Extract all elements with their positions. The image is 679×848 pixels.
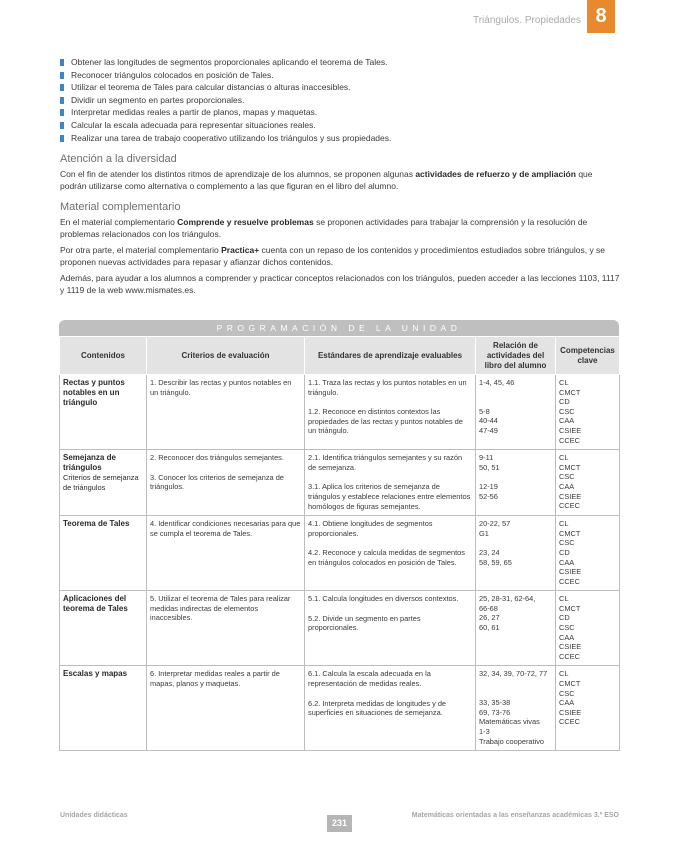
material-paragraph-3: Además, para ayudar a los alumnos a comprender y practicar conceptos relacionados con los triángulos, pueden acceder a las lecciones 1103, 1117 y 1119 de la web www.mismates.es. (60, 273, 620, 295)
header-standards: Estándares de aprendizaje evaluables (305, 337, 476, 375)
objectives-list (60, 56, 620, 144)
chapter-number-badge: 8 (587, 0, 615, 33)
objective-item: Utilizar el teorema de Tales para calcular distancias o alturas inaccesibles. (60, 81, 620, 94)
bullet-icon (60, 84, 64, 91)
header-activities: Relación de actividades del libro del alumno (476, 337, 556, 375)
footer-left: Unidades didácticas (60, 812, 128, 819)
cell-criteria: 6. Interpretar medidas reales a partir de mapas, planos y maquetas. (147, 666, 305, 751)
cell-criteria: 2. Reconocer dos triángulos semejantes. 3. Conocer los criterios de semejanza de triángulos. (147, 450, 305, 516)
cell-activities: 1-4, 45, 46 5-8 40-44 47-49 (476, 375, 556, 450)
footer-right: Matemáticas orientadas a las enseñanzas académicas 3.º ESO (411, 812, 619, 819)
table-header-row (60, 337, 620, 375)
cell-competences: CL CMCT CSC CD CAA CSIEE CCEC (556, 516, 620, 591)
cell-standards: 5.1. Calcula longitudes en diversos contextos. 5.2. Divide un segmento en partes proporcionales. (305, 591, 476, 666)
cell-activities: 20-22, 57 G1 23, 24 58, 59, 65 (476, 516, 556, 591)
table-title: PROGRAMACIÓN DE LA UNIDAD (59, 320, 619, 336)
cell-standards: 2.1. Identifica triángulos semejantes y su razón de semejanza. 3.1. Aplica los criterios de semejanza de triángulos y establece relaciones entre elementos homólogos de figuras semejantes. (305, 450, 476, 516)
diversity-heading: Atención a la diversidad (60, 153, 177, 166)
objective-item: Interpretar medidas reales a partir de planos, mapas y maquetas. (60, 106, 620, 119)
cell-content: Aplicaciones del teorema de Tales (60, 591, 147, 666)
cell-activities: 25, 28-31, 62-64, 66-68 26, 27 60, 61 (476, 591, 556, 666)
table-row (60, 516, 620, 591)
table-row (60, 450, 620, 516)
bullet-icon (60, 109, 64, 116)
header-criteria: Criterios de evaluación (147, 337, 305, 375)
bullet-icon (60, 72, 64, 79)
cell-standards: 6.1. Calcula la escala adecuada en la representación de medidas reales. 6.2. Interpreta medidas de longitudes y de superficies en situaciones de semejanza. (305, 666, 476, 751)
programming-table (59, 336, 620, 751)
cell-criteria: 5. Utilizar el teorema de Tales para realizar medidas indirectas de elementos inaccesibles. (147, 591, 305, 666)
cell-content: Semejanza de triángulos Criterios de semejanza de triángulos (60, 450, 147, 516)
cell-content: Rectas y puntos notables en un triángulo (60, 375, 147, 450)
unit-programming-table (59, 320, 619, 751)
diversity-paragraph: Con el fin de atender los distintos ritmos de aprendizaje de los alumnos, se proponen algunas actividades de refuerzo y de ampliación que podrán utilizarse como alternativa o complemento a las que figuran en el libro del alumno. (60, 169, 593, 191)
table-row (60, 666, 620, 751)
table-body (60, 375, 620, 751)
cell-activities: 9-11 50, 51 12-19 52-56 (476, 450, 556, 516)
bullet-icon (60, 135, 64, 142)
objective-item: Realizar una tarea de trabajo cooperativo utilizando los triángulos y sus propiedades. (60, 132, 620, 145)
header-title: Triángulos. Propiedades (472, 15, 581, 26)
table-row (60, 591, 620, 666)
cell-content: Teorema de Tales (60, 516, 147, 591)
header-competences: Competencias clave (556, 337, 620, 375)
objective-item: Dividir un segmento en partes proporcionales. (60, 94, 620, 107)
table-row (60, 375, 620, 450)
page-header (0, 0, 679, 36)
cell-standards: 1.1. Traza las rectas y los puntos notables en un triángulo. 1.2. Reconoce en distintos contextos las propiedades de las rectas y puntos notables de un triángulo. (305, 375, 476, 450)
page-number: 231 (327, 815, 352, 832)
bullet-icon (60, 97, 64, 104)
cell-standards: 4.1. Obtiene longitudes de segmentos proporcionales. 4.2. Reconoce y calcula medidas de segmentos en triángulos colocados en posición de Tales. (305, 516, 476, 591)
cell-content: Escalas y mapas (60, 666, 147, 751)
objective-item: Calcular la escala adecuada para representar situaciones reales. (60, 119, 620, 132)
cell-competences: CL CMCT CSC CAA CSIEE CCEC (556, 666, 620, 751)
bullet-icon (60, 59, 64, 66)
material-heading: Material complementario (60, 201, 181, 214)
material-paragraph-2: Por otra parte, el material complementario Practica+ cuenta con un repaso de los contenidos y procedimientos estudiados sobre triángulos, y se proponen nuevas actividades para repasar y afianzar dichos contenidos. (60, 245, 606, 267)
cell-criteria: 4. Identificar condiciones necesarias para que se cumpla el teorema de Tales. (147, 516, 305, 591)
objective-item: Reconocer triángulos colocados en posición de Tales. (60, 69, 620, 82)
cell-activities: 32, 34, 39, 70-72, 77 33, 35-38 69, 73-76 Matemáticas vivas 1-3 Trabajo cooperativo (476, 666, 556, 751)
cell-competences: CL CMCT CD CSC CAA CSIEE CCEC (556, 375, 620, 450)
bullet-icon (60, 122, 64, 129)
header-contents: Contenidos (60, 337, 147, 375)
cell-competences: CL CMCT CD CSC CAA CSIEE CCEC (556, 591, 620, 666)
main-content (60, 56, 620, 301)
objective-item: Obtener las longitudes de segmentos proporcionales aplicando el teorema de Tales. (60, 56, 620, 69)
cell-competences: CL CMCT CSC CAA CSIEE CCEC (556, 450, 620, 516)
material-paragraph-1: En el material complementario Comprende y resuelve problemas se proponen actividades para trabajar la comprensión y la resolución de problemas relacionados con los triángulos. (60, 217, 588, 239)
cell-criteria: 1. Describir las rectas y puntos notables en un triángulo. (147, 375, 305, 450)
